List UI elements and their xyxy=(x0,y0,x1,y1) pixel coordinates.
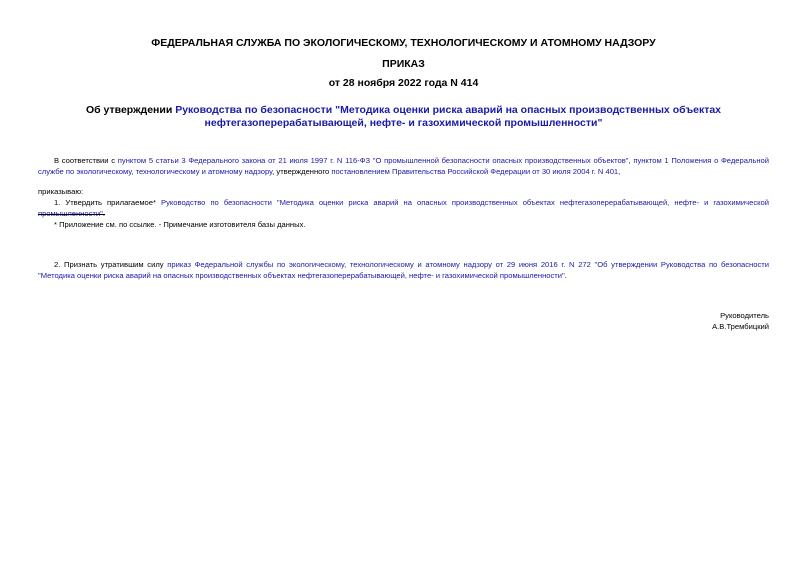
footnote: * Приложение см. по ссылке. - Примечание изготовителя базы данных. xyxy=(54,220,306,229)
document-type: ПРИКАЗ xyxy=(382,58,425,70)
federal-law-link[interactable]: пунктом 5 статьи 3 Федерального закона от 21 июля 1997 г. N 116-ФЗ "О промышленной безопасности опасных производственных объектов" xyxy=(117,156,629,165)
subject-link[interactable]: Руководства по безопасности "Методика оценки риска аварий на опасных производственных объектах нефтегазоперерабатывающей, нефте- и газохимической промышленности" xyxy=(175,104,722,129)
signer-title: Руководитель xyxy=(720,311,769,320)
preamble-text-2: , xyxy=(628,156,634,165)
item-2-text: 2. Признать утратившим силу xyxy=(54,260,168,269)
item-2-end: . xyxy=(564,271,567,280)
preamble-paragraph xyxy=(38,155,769,177)
government-decree-link[interactable]: постановлением Правительства Российской Федерации от 30 июля 2004 г. N 401 xyxy=(331,167,619,176)
order-word: приказываю: xyxy=(38,187,84,196)
footnote-divider xyxy=(38,214,105,215)
item-1-text: 1. Утвердить прилагаемое* xyxy=(54,198,162,207)
item-1-end: . xyxy=(102,209,105,218)
preamble-text-4: , xyxy=(618,167,621,176)
document-subject xyxy=(38,104,769,130)
regulation-link[interactable]: пунктом 1 Положения о Федеральной службе по экологическому, технологическому и атомному надзору xyxy=(38,156,769,176)
document-date-number: от 28 ноября 2022 года N 414 xyxy=(328,77,479,89)
repealed-order-link[interactable]: приказ Федеральной службы по экологическому, технологическому и атомному надзору от 29 июня 2016 г. N 272 "Об утверждении Руководства по безопасности "Методика оценки риска аварий на опасных производственных объектах нефтегазоперерабатывающей, нефте- и газохимической промышленности" xyxy=(38,260,769,280)
item-2 xyxy=(38,259,769,281)
item-1 xyxy=(38,197,769,219)
subject-prefix: Об утверждении xyxy=(85,104,176,116)
signer-name: А.В.Трембицкий xyxy=(712,322,769,331)
guide-link[interactable]: Руководство по безопасности "Методика оценки риска аварий на опасных производственных объектах нефтегазоперерабатывающей, нефте- и газохимической промышленности" xyxy=(38,198,769,218)
signature-block xyxy=(712,310,769,332)
preamble-text-1: В соответствии с xyxy=(54,156,118,165)
preamble-text-3: , утвержденного xyxy=(272,167,332,176)
agency-title: ФЕДЕРАЛЬНАЯ СЛУЖБА ПО ЭКОЛОГИЧЕСКОМУ, ТЕХНОЛОГИЧЕСКОМУ И АТОМНОМУ НАДЗОРУ xyxy=(151,37,656,49)
